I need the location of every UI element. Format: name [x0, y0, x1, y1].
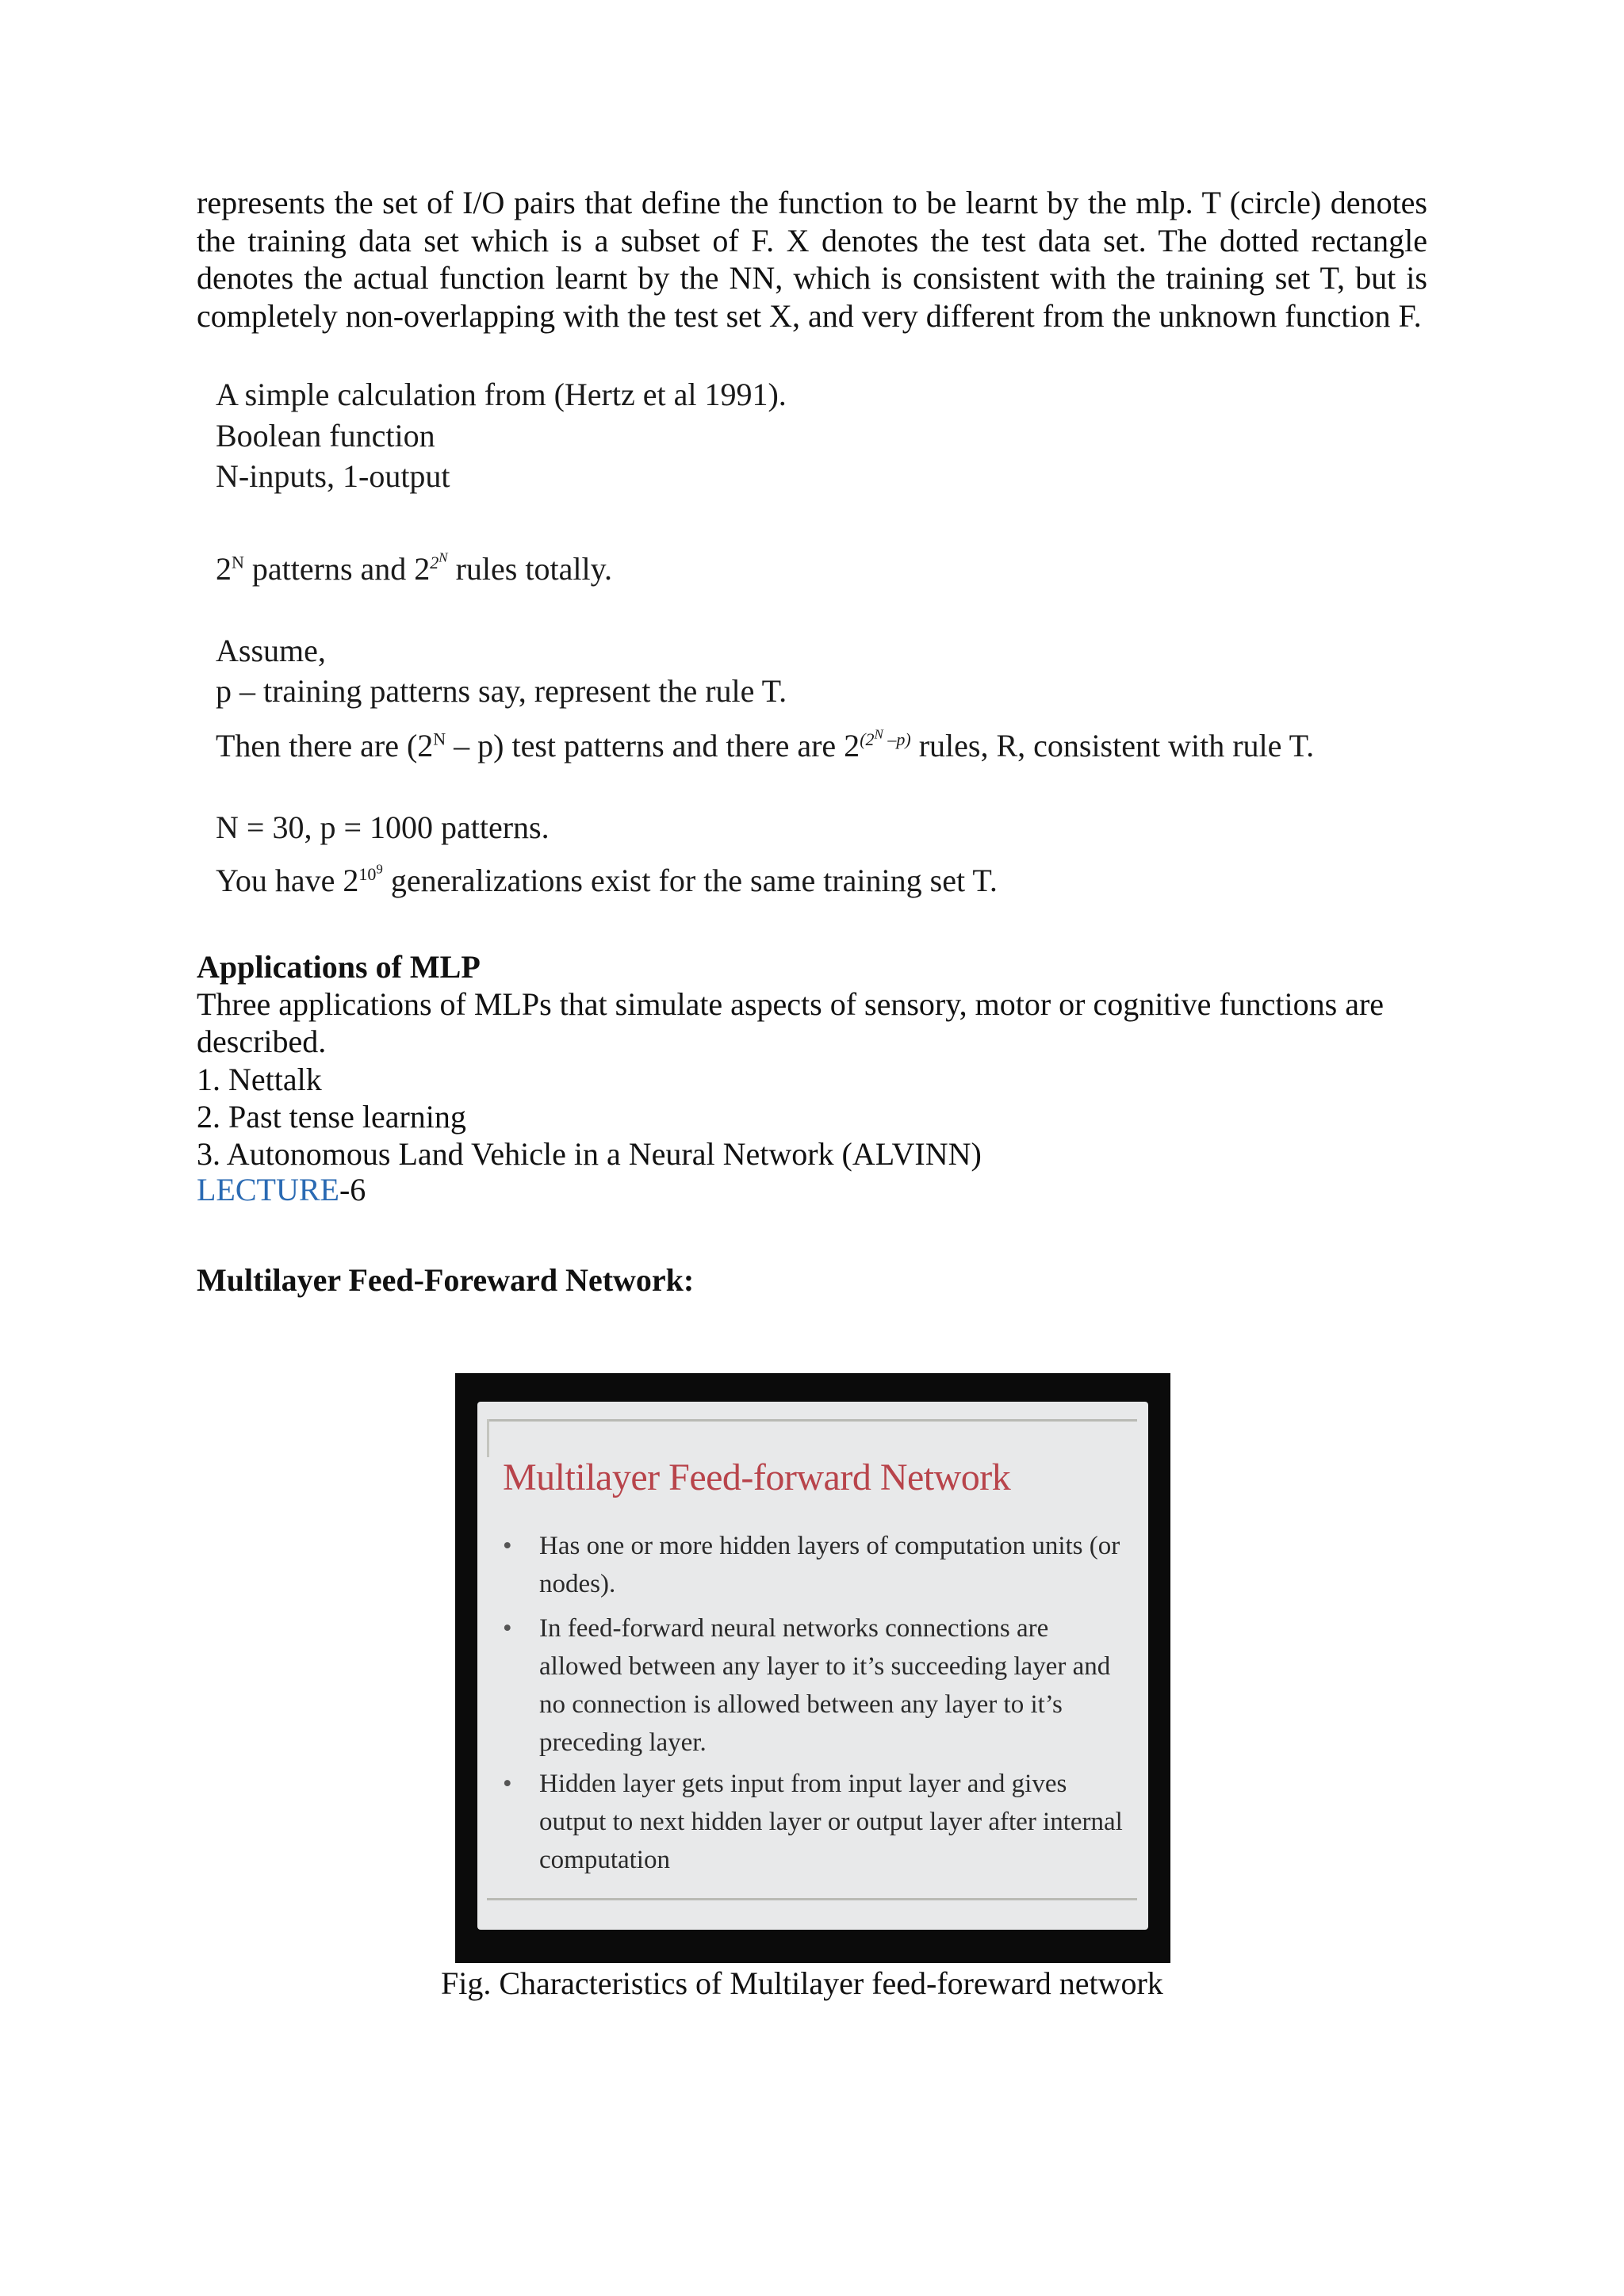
slide-title: Multilayer Feed-forward Network: [503, 1456, 1011, 1498]
application-item-1: 1. Nettalk: [197, 1062, 322, 1097]
calc-line-3: N-inputs, 1-output: [216, 458, 450, 494]
calc-l4-sup2-base: 2: [430, 552, 439, 572]
calc-l7-exp-a: (2: [860, 729, 875, 749]
calc-line-7: [216, 727, 1314, 764]
bullet-icon: •: [503, 1614, 512, 1643]
calc-l4-c: rules totally.: [447, 551, 612, 587]
section-heading: Multilayer Feed-Foreward Network:: [197, 1262, 695, 1298]
calc-l4-sup1: N: [232, 552, 244, 572]
slide-bottom-rule: [487, 1898, 1137, 1900]
calc-l9-sup-9: 9: [376, 861, 383, 877]
calc-line-6: p – training patterns say, represent the rule T.: [216, 673, 787, 709]
calc-l4-a: 2: [216, 551, 232, 587]
calc-l7-sup: N: [433, 729, 446, 749]
calc-line-1: A simple calculation from (Hertz et al 1991).: [216, 377, 787, 412]
slide-bullet-2-text: In feed-forward neural networks connections are allowed between any layer to it’s succeeding layer and no connection is allowed between any layer to it’s preceding layer.: [539, 1614, 1111, 1757]
calc-line-2: Boolean function: [216, 418, 435, 453]
slide-figure: [455, 1373, 1170, 1963]
calc-l7-exp-b: –p): [883, 729, 911, 749]
bullet-icon: •: [503, 1532, 512, 1560]
calc-line-patterns: [216, 550, 612, 587]
calc-l7-c: rules, R, consistent with rule T.: [910, 728, 1315, 763]
calc-l7-b: – p) test patterns and there are 2: [446, 728, 860, 763]
calc-l7-exp-n: N: [874, 726, 883, 742]
calc-l7-a: Then there are (2: [216, 728, 434, 763]
calc-l4-b: patterns and 2: [243, 551, 431, 587]
application-item-3: 3. Autonomous Land Vehicle in a Neural Network (ALVINN): [197, 1136, 982, 1172]
calc-line-8: N = 30, p = 1000 patterns.: [216, 809, 550, 845]
calc-line-9: [216, 862, 998, 899]
intro-paragraph: represents the set of I/O pairs that define the function to be learnt by the mlp. T (circle) denotes the training data set which is a subset of F. X denotes the test data set. The dotted rectangle denotes the actual function learnt by the NN, which is consistent with the training set T, but is completely non-overlapping with the test set X, and very different from the unknown function F.: [197, 185, 1427, 334]
slide-bullet-1-text: Has one or more hidden layers of computation units (or nodes).: [539, 1532, 1120, 1598]
applications-heading: Applications of MLP: [197, 949, 481, 985]
calc-l7-exp: [860, 726, 911, 749]
slide-top-rule: [487, 1419, 1137, 1422]
calc-l9-sup-10: 10: [358, 863, 377, 884]
calc-l9-a: You have 2: [216, 863, 359, 898]
calc-l9-sup: [358, 861, 383, 884]
applications-desc-1: Three applications of MLPs that simulate aspects of sensory, motor or cognitive functions are: [197, 986, 1385, 1022]
slide-left-rule: [487, 1419, 489, 1457]
lecture-link[interactable]: LECTURE: [197, 1172, 339, 1207]
lecture-number: -6: [339, 1172, 366, 1207]
slide-bullet-3-text: Hidden layer gets input from input layer and gives output to next hidden layer or output layer after internal computation: [539, 1770, 1123, 1874]
calc-l4-sup2: [430, 549, 448, 572]
calc-l9-b: generalizations exist for the same training set T.: [382, 863, 998, 898]
figure-caption: Fig. Characteristics of Multilayer feed-foreward network: [441, 1965, 1163, 2001]
application-item-2: 2. Past tense learning: [197, 1099, 466, 1135]
lecture-label: [197, 1171, 366, 1208]
calc-line-5: Assume,: [216, 633, 326, 668]
bullet-icon: •: [503, 1770, 512, 1798]
calc-l4-sup2-n: N: [439, 549, 448, 565]
slide-panel: [477, 1402, 1148, 1930]
applications-desc-2: described.: [197, 1024, 327, 1059]
